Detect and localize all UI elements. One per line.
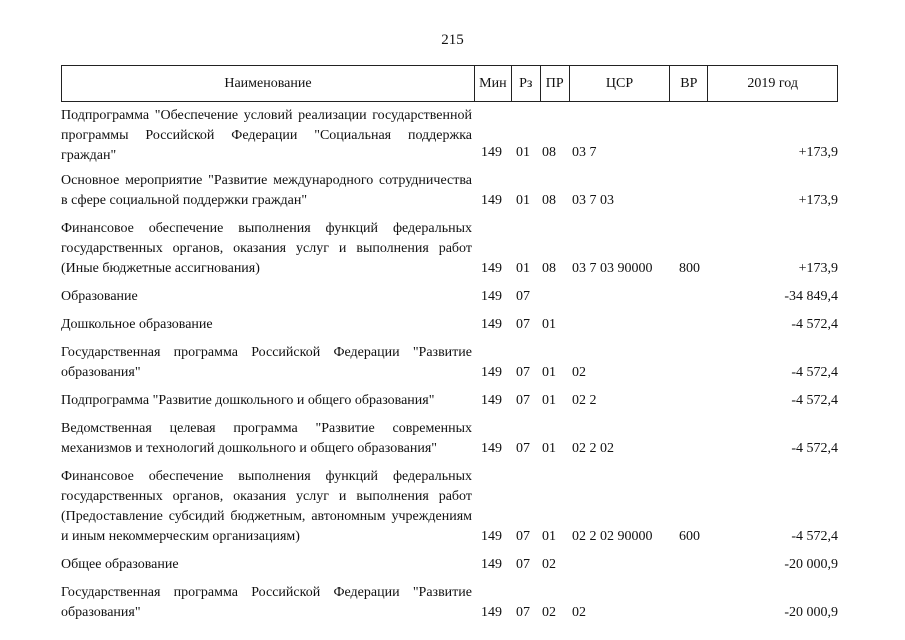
row-name: Общее образование [61, 557, 179, 572]
row-value: -4 572,4 [791, 393, 838, 408]
row-value: -4 572,4 [791, 317, 838, 332]
row-rz: 07 [516, 317, 530, 332]
row-rz: 07 [516, 365, 530, 380]
table-header [61, 65, 838, 102]
table-body [61, 106, 838, 623]
row-vr: 600 [679, 529, 700, 544]
row-min: 149 [481, 365, 502, 380]
row-csr: 02 2 [572, 393, 597, 408]
row-name: Государственная программа Российской Федерации "Развитие образования" [61, 585, 472, 620]
row-pr: 08 [542, 193, 556, 208]
table-row [61, 343, 838, 383]
row-rz: 01 [516, 261, 530, 276]
table-row [61, 171, 838, 211]
row-value: +173,9 [798, 261, 838, 276]
column-header-min: Мин [475, 66, 512, 101]
table-row [61, 555, 838, 575]
row-name: Подпрограмма "Обеспечение условий реализации государственной программы Российской Федерации "Социальная поддержка граждан" [61, 108, 472, 163]
row-min: 149 [481, 289, 502, 304]
table-row [61, 287, 838, 307]
row-value: +173,9 [798, 193, 838, 208]
row-csr: 03 7 [572, 145, 597, 160]
row-min: 149 [481, 193, 502, 208]
row-rz: 07 [516, 289, 530, 304]
row-pr: 01 [542, 317, 556, 332]
row-min: 149 [481, 317, 502, 332]
row-name: Государственная программа Российской Федерации "Развитие образования" [61, 345, 472, 380]
row-value: -4 572,4 [791, 441, 838, 456]
row-min: 149 [481, 529, 502, 544]
row-csr: 02 [572, 365, 586, 380]
table-row [61, 315, 838, 335]
row-pr: 08 [542, 261, 556, 276]
row-rz: 07 [516, 441, 530, 456]
row-pr: 01 [542, 441, 556, 456]
column-header-vr: ВР [670, 66, 708, 101]
row-value: -34 849,4 [784, 289, 838, 304]
row-min: 149 [481, 393, 502, 408]
row-rz: 01 [516, 145, 530, 160]
table-row [61, 419, 838, 459]
row-csr: 02 [572, 605, 586, 620]
row-name: Подпрограмма "Развитие дошкольного и общего образования" [61, 393, 435, 408]
row-csr: 03 7 03 90000 [572, 261, 653, 276]
row-rz: 07 [516, 393, 530, 408]
column-header-rz: Рз [512, 66, 541, 101]
table-row [61, 583, 838, 623]
row-csr: 02 2 02 90000 [572, 529, 653, 544]
table-row [61, 391, 838, 411]
table-row [61, 467, 838, 547]
row-csr: 03 7 03 [572, 193, 614, 208]
row-vr: 800 [679, 261, 700, 276]
row-min: 149 [481, 145, 502, 160]
row-name: Ведомственная целевая программа "Развитие современных механизмов и технологий дошкольного и общего образования" [61, 421, 472, 456]
column-header-csr: ЦСР [570, 66, 671, 101]
row-pr: 02 [542, 557, 556, 572]
table-row [61, 106, 838, 163]
row-rz: 01 [516, 193, 530, 208]
row-min: 149 [481, 605, 502, 620]
row-csr: 02 2 02 [572, 441, 614, 456]
row-value: -20 000,9 [784, 557, 838, 572]
row-min: 149 [481, 441, 502, 456]
row-name: Дошкольное образование [61, 317, 213, 332]
row-min: 149 [481, 557, 502, 572]
row-min: 149 [481, 261, 502, 276]
row-pr: 01 [542, 393, 556, 408]
row-value: -4 572,4 [791, 365, 838, 380]
row-rz: 07 [516, 529, 530, 544]
row-value: +173,9 [798, 145, 838, 160]
row-pr: 02 [542, 605, 556, 620]
page-number: 215 [441, 32, 464, 48]
row-name: Финансовое обеспечение выполнения функций федеральных государственных органов, оказания услуг и выполнения работ (Иные бюджетные ассигнования) [61, 221, 472, 276]
row-rz: 07 [516, 557, 530, 572]
row-value: -20 000,9 [784, 605, 838, 620]
row-name: Финансовое обеспечение выполнения функций федеральных государственных органов, оказания услуг и выполнения работ (Предоставление субсидий бюджетным, автономным учреждениям и иным некоммерческим организациям) [61, 469, 472, 544]
row-value: -4 572,4 [791, 529, 838, 544]
row-pr: 01 [542, 529, 556, 544]
column-header-name: Наименование [62, 66, 475, 101]
column-header-pr: ПР [541, 66, 570, 101]
column-header-year: 2019 год [747, 75, 798, 91]
row-rz: 07 [516, 605, 530, 620]
row-name: Образование [61, 289, 138, 304]
table-row [61, 219, 838, 279]
row-name: Основное мероприятие "Развитие международного сотрудничества в сфере социальной поддержки граждан" [61, 173, 472, 208]
row-pr: 01 [542, 365, 556, 380]
row-pr: 08 [542, 145, 556, 160]
